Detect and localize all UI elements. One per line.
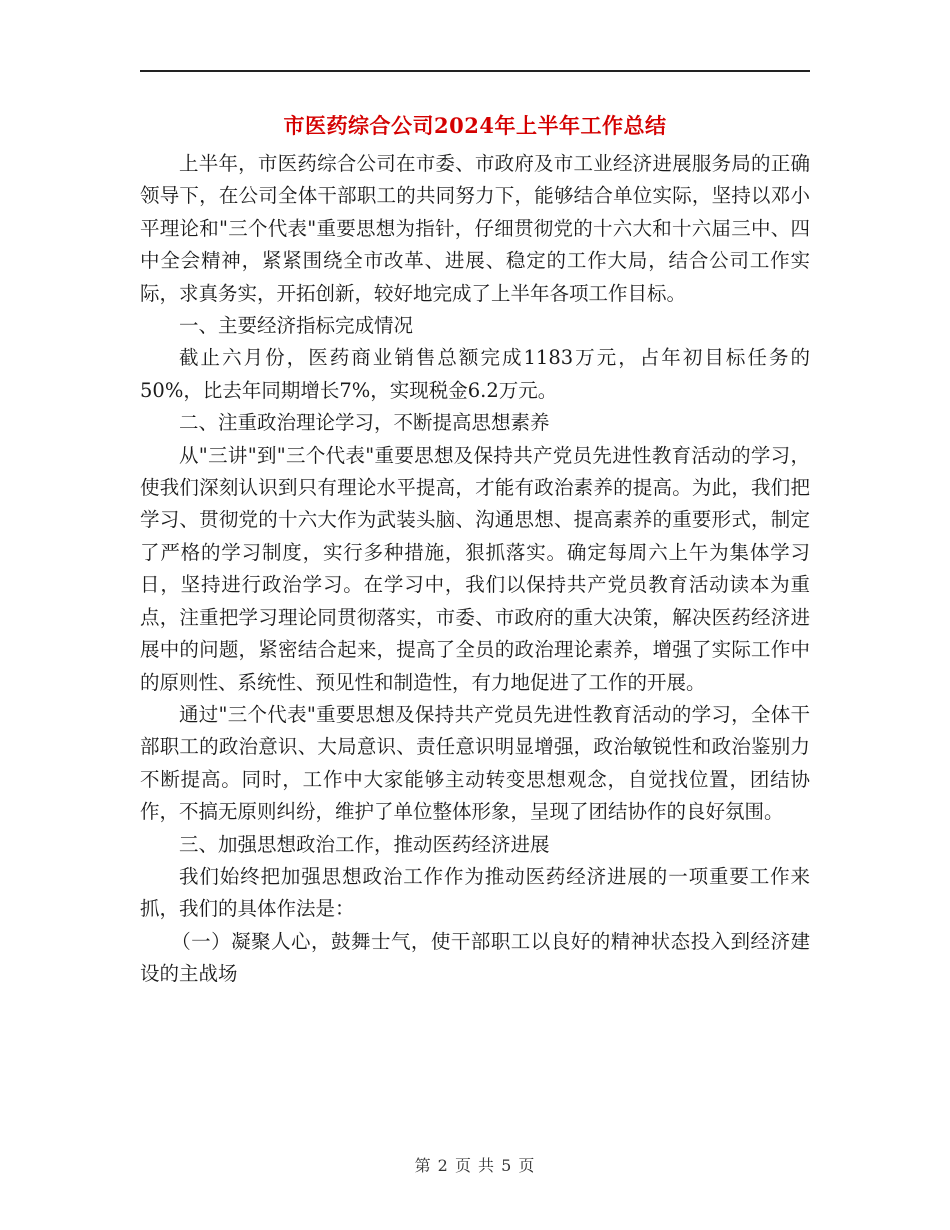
paragraph-theory-study: 从"三讲"到"三个代表"重要思想及保持共产党员先进性教育活动的学习，使我们深刻认识到只有理论水平提高，才能有政治素养的提高。为此，我们把学习、贯彻党的十六大作为武装头脑、沟通思想、提高素养的重要形式，制定了严格的学习制度，实行多种措施，狠抓落实。确定每周六上午为集体学习日，坚持进行政治学习。在学习中，我们以保持共产党员教育活动读本为重点，注重把学习理论同贯彻落实，市委、市政府的重大决策，解决医药经济进展中的问题，紧密结合起来，提高了全员的政治理论素养，增强了实际工作中的原则性、系统性、预见性和制造性，有力地促进了工作的开展。 [140, 443, 810, 694]
section-heading-2: 二、注重政治理论学习，不断提高思想素养 [179, 411, 550, 435]
paragraph-economic-indicators: 截止六月份，医药商业销售总额完成1183万元，占年初目标任务的50%，比去年同期增长7%，实现税金6.2万元。 [140, 346, 810, 402]
section-heading-1: 一、主要经济指标完成情况 [179, 314, 414, 338]
paragraph-intro: 上半年，市医药综合公司在市委、市政府及市工业经济进展服务局的正确领导下，在公司全体干部职工的共同努力下，能够结合单位实际，坚持以邓小平理论和"三个代表"重要思想为指针，仔细贯彻党的十六大和十六届三中、四中全会精神，紧紧围绕全市改革、进展、稳定的工作大局，结合公司工作实际，求真务实，开拓创新，较好地完成了上半年各项工作目标。 [140, 152, 810, 305]
document-body [140, 148, 810, 991]
header-rule [140, 70, 810, 72]
page-number: 第 2 页 共 5 页 [414, 1156, 536, 1175]
section-heading-3: 三、加强思想政治工作，推动医药经济进展 [179, 832, 550, 856]
paragraph-approach: 我们始终把加强思想政治工作作为推动医药经济进展的一项重要工作来抓，我们的具体作法是： [140, 864, 810, 921]
subsection-heading-1: （一）凝聚人心，鼓舞士气，使干部职工以良好的精神状态投入到经济建设的主战场 [140, 929, 810, 986]
document-title: 市医药综合公司2024年上半年工作总结 [283, 113, 667, 138]
paragraph-study-results: 通过"三个代表"重要思想及保持共产党员先进性教育活动的学习，全体干部职工的政治意识、大局意识、责任意识明显增强，政治敏锐性和政治鉴别力不断提高。同时，工作中大家能够主动转变思想观念，自觉找位置，团结协作，不搞无原则纠纷，维护了单位整体形象，呈现了团结协作的良好氛围。 [140, 702, 810, 824]
